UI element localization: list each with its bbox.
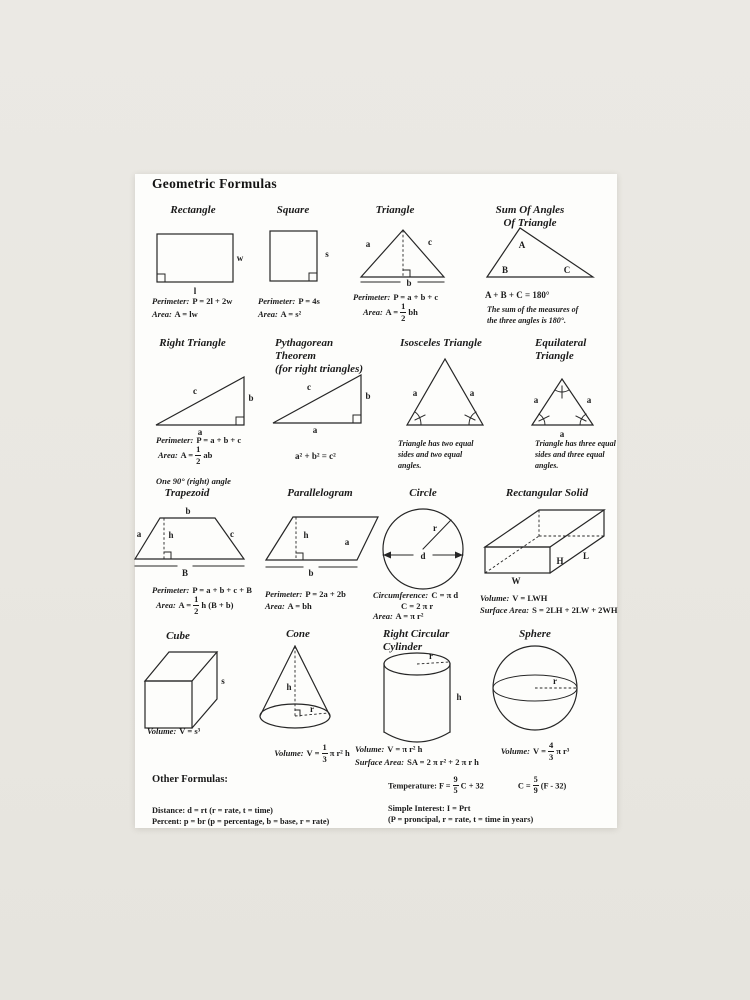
rectangle-perimeter-formula: Perimeter: P = 2l + 2w xyxy=(152,296,233,306)
cone-diagram xyxy=(255,642,339,734)
right-triangle-area-formula: Area: A = $\frac{1}{2}$ ab xyxy=(158,444,213,466)
rectangular-solid-surface-formula: Surface Area: S = 2LH + 2LW + 2WH xyxy=(480,605,618,615)
triangle-label-c: c xyxy=(428,237,432,247)
right-triangle-diagram xyxy=(150,373,258,439)
triangle-diagram xyxy=(352,226,456,296)
cone-label-h: h xyxy=(286,682,292,692)
angle-label-A: A xyxy=(518,240,526,250)
cylinder-label-r: r xyxy=(429,651,433,661)
trapezoid-label-b: b xyxy=(185,506,191,516)
sphere-heading: Sphere xyxy=(519,628,551,640)
other-formulas-heading: Other Formulas: xyxy=(152,774,228,785)
sum-of-angles-equation: A + B + C = 180° xyxy=(485,290,550,300)
rectangle-diagram xyxy=(150,230,250,300)
circle-label-r: r xyxy=(433,523,437,533)
triangle-heading: Triangle xyxy=(375,204,415,216)
triangle-label-a: a xyxy=(365,239,371,249)
cylinder-volume-formula: Volume: V = π r² h xyxy=(355,744,423,754)
trapezoid-label-a: a xyxy=(136,529,142,539)
circle-label-d: d xyxy=(420,551,426,561)
equilateral-label-a-bottom: a xyxy=(559,429,565,439)
circle-circumference2-formula: C = 2 π r xyxy=(401,601,434,611)
sphere-diagram xyxy=(491,644,583,734)
right-triangle-perimeter-formula: Perimeter: P = a + b + c xyxy=(156,435,242,445)
cube-label-s: s xyxy=(221,676,225,686)
isosceles-label-a-right: a xyxy=(469,388,475,398)
equilateral-label-a-left: a xyxy=(533,395,539,405)
parallelogram-label-b: b xyxy=(308,568,314,578)
parallelogram-label-a: a xyxy=(344,537,350,547)
equilateral-note: Triangle has three equal sides and three equal angles. xyxy=(535,439,616,470)
rectangle-area-formula: Area: A = lw xyxy=(152,309,198,319)
cube-heading: Cube xyxy=(166,630,190,642)
circle-area-formula: Area: A = π r² xyxy=(373,611,424,621)
temperature-formula: Temperature: F = $\frac{9}{5}$ C + 32 C = $\frac{5}{9}$ (F - 32) xyxy=(388,775,567,796)
percent-formula: Percent: p = br (p = percentage, b = base, r = rate) xyxy=(152,817,330,826)
isosceles-note: Triangle has two equal sides and two equal angles. xyxy=(398,439,474,470)
trapezoid-diagram xyxy=(133,503,253,583)
trapezoid-heading: Trapezoid xyxy=(164,487,210,499)
isosceles-label-a-left: a xyxy=(412,388,418,398)
circle-diagram xyxy=(375,503,471,593)
trapezoid-perimeter-formula: Perimeter: P = a + b + c + B xyxy=(152,585,252,595)
rectangular-solid-volume-formula: Volume: V = LWH xyxy=(480,593,548,603)
rectangle-label-l: l xyxy=(193,286,197,296)
right-triangle-note: One 90° (right) angle xyxy=(156,476,231,486)
pythagorean-diagram xyxy=(267,371,375,437)
right-triangle-label-c: c xyxy=(193,386,197,396)
parallelogram-heading: Parallelogram xyxy=(287,487,353,499)
poster-title: Geometric Formulas xyxy=(152,176,277,191)
angle-label-B: B xyxy=(501,265,509,275)
equilateral-diagram xyxy=(523,373,609,443)
circle-heading: Circle xyxy=(409,487,437,499)
poster-sheet xyxy=(135,174,617,828)
distance-formula: Distance: d = rt (r = rate, t = time) xyxy=(152,806,273,815)
trapezoid-label-B: B xyxy=(181,568,189,578)
triangle-perimeter-formula: Perimeter: P = a + b + c xyxy=(353,292,439,302)
cube-volume-formula: Volume: V = s³ xyxy=(147,726,201,736)
square-label-s: s xyxy=(325,249,329,259)
pythagorean-equation: a² + b² = c² xyxy=(295,451,336,461)
rectangle-label-w: w xyxy=(236,253,244,263)
pythagorean-label-a: a xyxy=(312,425,318,435)
sum-of-angles-diagram xyxy=(478,224,613,282)
triangle-area-formula: Area: A = $\frac{1}{2}$ bh xyxy=(363,301,418,323)
pythagorean-heading: Pythagorean Theorem (for right triangles) xyxy=(275,337,364,375)
isosceles-diagram xyxy=(397,355,497,431)
sum-of-angles-note: The sum of the measures of the three angles is 180°. xyxy=(487,305,579,325)
pythagorean-label-c: c xyxy=(307,382,311,392)
square-area-formula: Area: A = s² xyxy=(258,309,302,319)
sphere-label-r: r xyxy=(553,676,557,686)
square-perimeter-formula: Perimeter: P = 4s xyxy=(258,296,320,306)
trapezoid-label-h: h xyxy=(168,530,174,540)
isosceles-heading: Isosceles Triangle xyxy=(400,337,482,349)
right-triangle-heading: Right Triangle xyxy=(159,337,226,349)
cylinder-heading: Right Circular Cylinder xyxy=(383,628,450,653)
triangle-label-b: b xyxy=(406,278,412,288)
equilateral-label-a-right: a xyxy=(586,395,592,405)
angle-label-C: C xyxy=(563,265,571,275)
parallelogram-area-formula: Area: A = bh xyxy=(265,601,312,611)
rectangular-solid-label-H: H xyxy=(556,556,564,566)
rectangular-solid-label-W: W xyxy=(511,576,521,586)
parallelogram-perimeter-formula: Perimeter: P = 2a + 2b xyxy=(265,589,346,599)
equilateral-heading: Equilateral Triangle xyxy=(535,337,587,362)
right-triangle-label-b: b xyxy=(248,393,254,403)
circle-circumference-formula: Circumference: C = π d xyxy=(373,590,459,600)
cube-diagram xyxy=(143,646,233,732)
parallelogram-diagram xyxy=(265,509,385,581)
trapezoid-area-formula: Area: A = $\frac{1}{2}$ h (B + b) xyxy=(156,594,234,616)
square-heading: Square xyxy=(276,204,310,216)
cone-label-r: r xyxy=(310,704,314,714)
rectangular-solid-heading: Rectangular Solid xyxy=(505,487,589,499)
rectangular-solid-diagram xyxy=(480,507,610,589)
rectangular-solid-label-L: L xyxy=(582,551,590,561)
simple-interest-formula: Simple Interest: I = Prt xyxy=(388,804,471,813)
cylinder-surface-formula: Surface Area: SA = 2 π r² + 2 π r h xyxy=(355,757,479,767)
cone-volume-formula: Volume: V = $\frac{1}{3}$ π r² h xyxy=(274,742,350,764)
cone-heading: Cone xyxy=(286,628,310,640)
simple-interest-note: (P = proncipal, r = rate, t = time in years) xyxy=(388,815,534,824)
sum-of-angles-heading: Sum Of Angles Of Triangle xyxy=(495,204,565,229)
trapezoid-label-c: c xyxy=(230,529,234,539)
pythagorean-label-b: b xyxy=(365,391,371,401)
cylinder-label-h: h xyxy=(456,692,462,702)
right-triangle-label-a: a xyxy=(197,427,203,437)
sphere-volume-formula: Volume: V = $\frac{4}{3}$ π r³ xyxy=(500,740,570,762)
square-diagram xyxy=(263,228,343,300)
parallelogram-label-h: h xyxy=(303,530,309,540)
rectangle-heading: Rectangle xyxy=(170,204,216,216)
cylinder-diagram xyxy=(371,650,467,746)
